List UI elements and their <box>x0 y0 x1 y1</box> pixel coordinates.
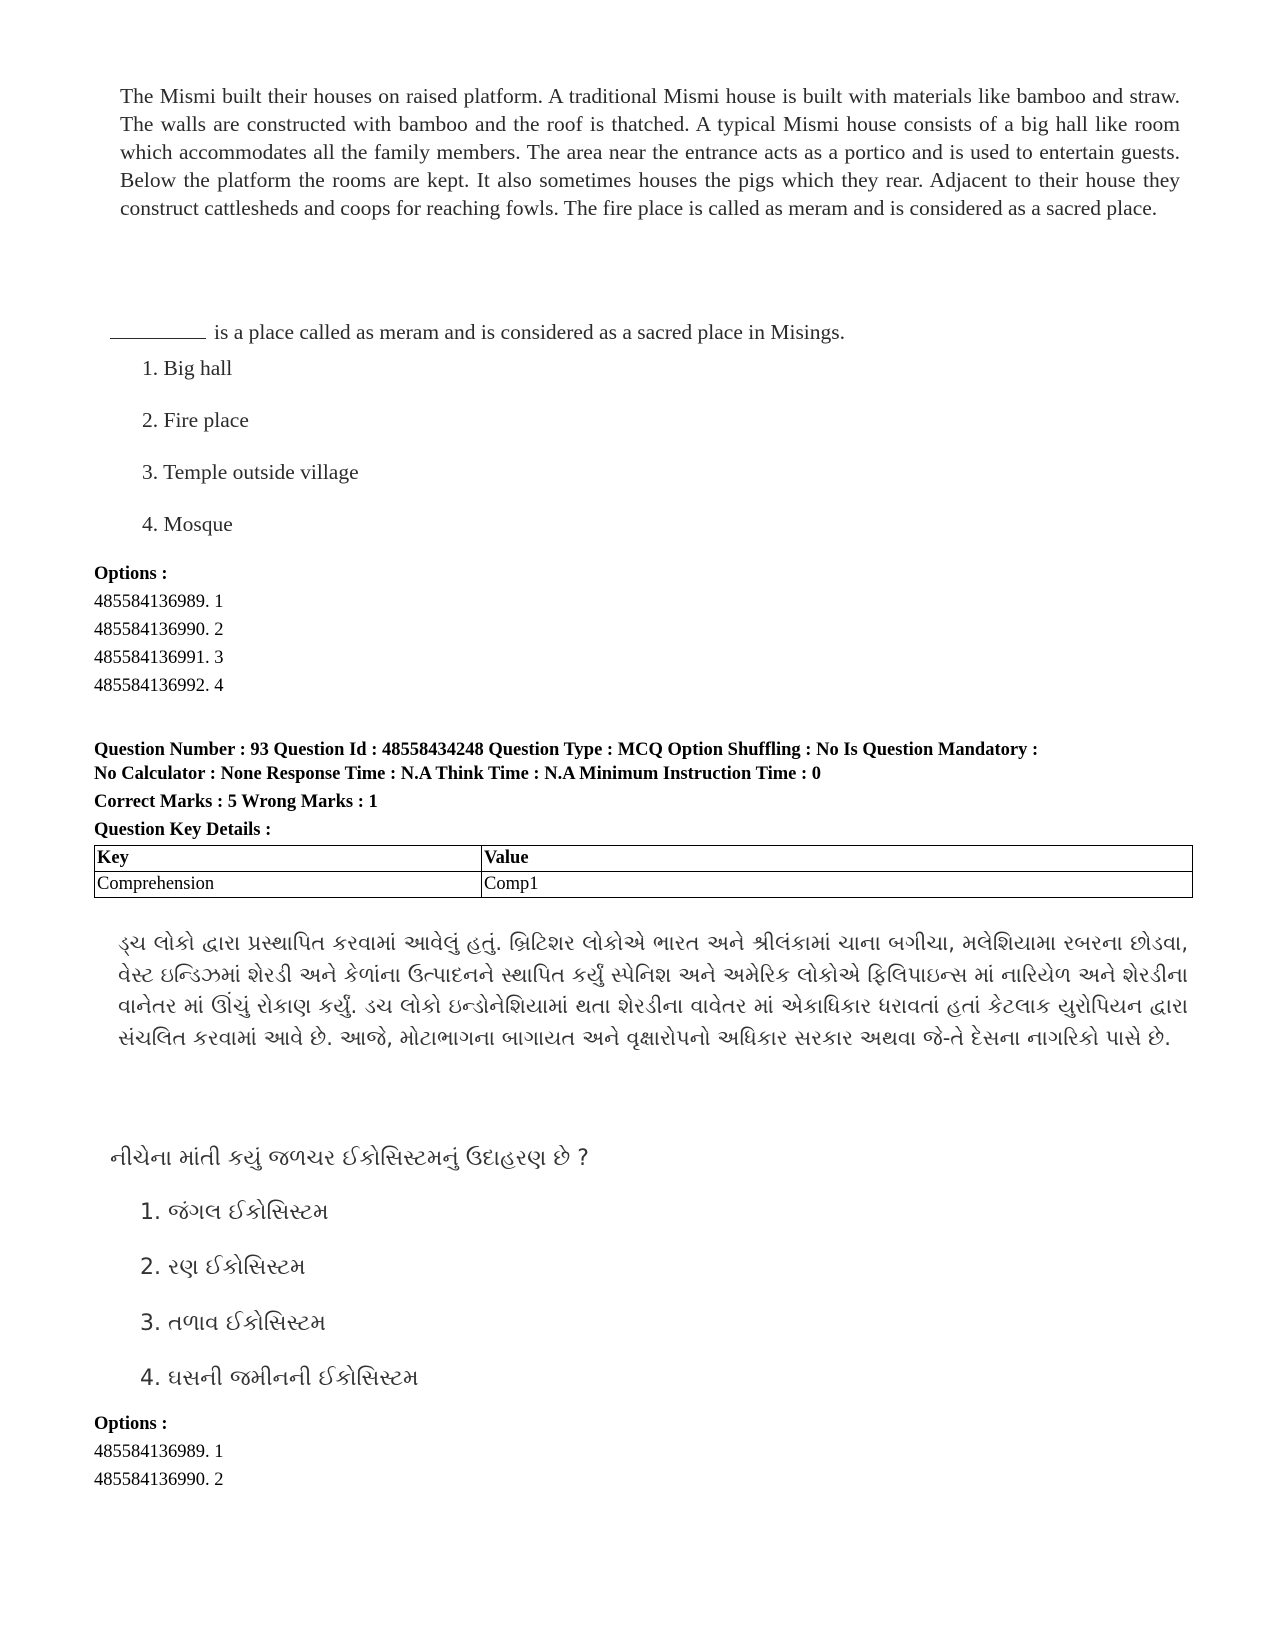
options-label: Options : <box>94 564 168 584</box>
table-header-cell: Value <box>482 846 1193 872</box>
option-id: 485584136991. 3 <box>94 648 224 668</box>
table-header-row <box>95 846 1193 872</box>
key-details-label: Question Key Details : <box>94 820 272 840</box>
answer-choice: 2. Fire place <box>142 408 249 432</box>
table-row <box>95 872 1193 898</box>
table-header-cell: Key <box>95 846 482 872</box>
answer-choice: 2. રણ ઈકોસિસ્ટમ <box>140 1255 306 1280</box>
question-stem-gujarati: નીચેના માંતી કયું જળચર ઈકોસિસ્ટમનું ઉદાહરણ છે ? <box>110 1146 589 1171</box>
option-id: 485584136990. 2 <box>94 620 224 640</box>
answer-choice: 1. Big hall <box>142 356 233 380</box>
question-text: is a place called as meram and is considered as a sacred place in Misings. <box>214 320 846 344</box>
options-label: Options : <box>94 1414 168 1434</box>
question-key-table <box>94 845 1193 898</box>
answer-choice: 3. તળાવ ઈકોસિસ્ટમ <box>140 1311 326 1336</box>
fill-in-blank <box>110 320 206 339</box>
comprehension-passage-gujarati: ડ્ચ લોકો દ્વારા પ્રસ્થાપિત કરવામાં આવેલું હતું. બ્રિટિશર લોકોએ ભારત અને શ્રીલંકામાં ચાના બગીચા, મલેશિયામા રબરના છોડવા, વેસ્ટ ઇન્ડિઝમાં શેરડી અને કેળાંના ઉત્પાદનને સ્થાપિત કર્યું સ્પેનિશ અને અમેરિક લોકોએ ફિલિપાઇન્સ માં નારિયેળ અને શેરડીના વાનેતર માં ઊંચું રોકાણ કર્યું. ડચ લોકો ઇન્ડોનેશિયામાં થતા શેરડીના વાવેતર માં એકાધિકાર ધરાવતાં હતાં કેટલાક યુરોપિયન દ્વારા સંચલિત કરવામાં આવે છે. આજે, મોટાભાગના બાગાયત અને વૃક્ષારોપનો અધિકાર સરકાર અથવા જે-તે દેસના નાગરિકો પાસે છે. <box>118 931 1188 1050</box>
table-cell: Comprehension <box>95 872 482 898</box>
option-id: 485584136990. 2 <box>94 1470 224 1490</box>
question-stem-english <box>110 318 1170 346</box>
option-id: 485584136989. 1 <box>94 592 224 612</box>
option-id: 485584136992. 4 <box>94 676 224 696</box>
answer-choice: 4. ઘસની જમીનની ઈકોસિસ્ટમ <box>140 1366 419 1391</box>
answer-choice: 1. જંગલ ઈકોસિસ્ટમ <box>140 1200 329 1225</box>
option-id: 485584136989. 1 <box>94 1442 224 1462</box>
marks-line: Correct Marks : 5 Wrong Marks : 1 <box>94 792 378 812</box>
comprehension-passage-english: The Mismi built their houses on raised platform. A traditional Mismi house is built with materials like bamboo and straw. The walls are constructed with bamboo and the roof is thatched. A typical Mismi house consists of a big hall like room which accommodates all the family members. The area near the entrance acts as a portico and is used to entertain guests. Below the platform the rooms are kept. It also sometimes houses the pigs which they rear. Adjacent to their house they construct cattlesheds and coops for reaching fowls. The fire place is called as meram and is considered as a sacred place. <box>120 84 1180 220</box>
answer-choice: 3. Temple outside village <box>142 460 359 484</box>
question-meta-line-2: No Calculator : None Response Time : N.A Think Time : N.A Minimum Instruction Time : 0 <box>94 764 822 784</box>
answer-choice: 4. Mosque <box>142 512 233 536</box>
table-cell: Comp1 <box>482 872 1193 898</box>
question-meta-line-1: Question Number : 93 Question Id : 48558434248 Question Type : MCQ Option Shuffling : No Is Question Mandatory : <box>94 740 1039 760</box>
